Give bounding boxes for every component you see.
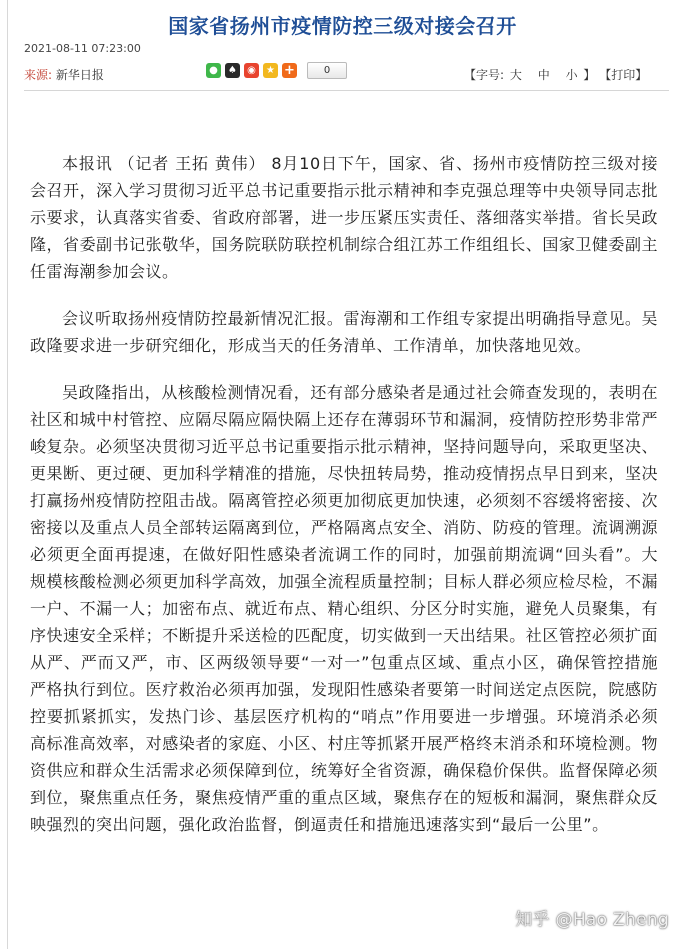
- weibo-share-icon[interactable]: ◉: [244, 63, 259, 78]
- wechat-share-icon[interactable]: ●: [206, 63, 221, 78]
- paragraph: 会议听取扬州疫情防控最新情况汇报。雷海潮和工作组专家提出明确指导意见。吴政隆要求进一步研究细化，形成当天的任务清单、工作清单，加快落地见效。: [30, 309, 658, 355]
- zhihu-watermark: 知乎 @Hao Zheng: [515, 910, 669, 930]
- article-tools: [464, 66, 647, 83]
- qzone-share-icon[interactable]: ★: [263, 63, 278, 78]
- fontsize-label: 【字号:: [464, 68, 505, 82]
- fontsize-small-link[interactable]: 小: [565, 68, 578, 82]
- fontsize-large-link[interactable]: 大: [509, 68, 522, 82]
- share-bar: [206, 62, 347, 79]
- source-value: 新华日报: [55, 68, 104, 82]
- publish-datetime: 2021-08-11 07:23:00: [24, 42, 141, 55]
- article-body: [30, 150, 658, 838]
- more-share-icon[interactable]: +: [282, 63, 297, 78]
- print-link[interactable]: 【打印】: [599, 68, 648, 82]
- paragraph: 吴政隆指出，从核酸检测情况看，还有部分感染者是通过社会筛查发现的，表明在社区和城中村管控、应隔尽隔应隔快隔上还存在薄弱环节和漏洞，疫情防控形势非常严峻复杂。必须坚决贯彻习近平总书记重要指示批示精神，坚持问题导向，采取更坚决、更果断、更过硬、更加科学精准的措施，尽快扭转局势，推动疫情拐点早日到来，坚决打赢扬州疫情防控阻击战。隔离管控必须更加彻底更加快速，必须刻不容缓将密接、次密接以及重点人员全部转运隔离到位，严格隔离点安全、消防、防疫的管理。流调溯源必须更全面再提速，在做好阳性感染者流调工作的同时，加强前期流调“回头看”。大规模核酸检测必须更加科学高效，加强全流程质量控制；目标人群必须应检尽检，不漏一户、不漏一人；加密布点、就近布点、精心组织、分区分时实施，避免人员聚集，有序快速安全采样；不断提升采送检的匹配度，切实做到一天出结果。社区管控必须扩面从严、严而又严，市、区两级领导要“一对一”包重点区域、重点小区，确保管控措施严格执行到位。医疗救治必须再加强，发现阳性感染者要第一时间送定点医院，院感防控要抓紧抓实，发热门诊、基层医疗机构的“哨点”作用要进一步增强。环境消杀必须高标准高效率，对感染者的家庭、小区、村庄等抓紧开展严格终末消杀和环境检测。物资供应和群众生活需求必须保障到位，统筹好全省资源，确保稳价保供。监督保障必须到位，聚焦重点任务，聚焦疫情严重的重点区域，聚焦存在的短板和漏洞，聚焦群众反映强烈的突出问题，强化政治监督，倒逼责任和措施迅速落实到“最后一公里”。: [30, 383, 658, 834]
- qq-share-icon[interactable]: ♠: [225, 63, 240, 78]
- article-title: 国家省扬州市疫情防控三级对接会召开: [168, 14, 517, 38]
- source-line: [24, 66, 104, 83]
- share-counter: 0: [307, 62, 347, 79]
- source-label: 来源:: [24, 68, 53, 82]
- header-divider: [24, 90, 669, 91]
- paragraph: 本报讯 （记者 王拓 黄伟） 8月10日下午，国家、省、扬州市疫情防控三级对接会召开，深入学习贯彻习近平总书记重要指示批示精神和李克强总理等中央领导同志批示要求，认真落实省委、省政府部署，进一步压紧压实责任、落细落实举措。省长吴政隆，省委副书记张敬华，国务院联防联控机制综合组江苏工作组组长、国家卫健委副主任雷海潮参加会议。: [30, 154, 658, 281]
- left-border-line: [7, 0, 8, 949]
- fontsize-close: 】: [583, 68, 596, 82]
- fontsize-medium-link[interactable]: 中: [537, 68, 550, 82]
